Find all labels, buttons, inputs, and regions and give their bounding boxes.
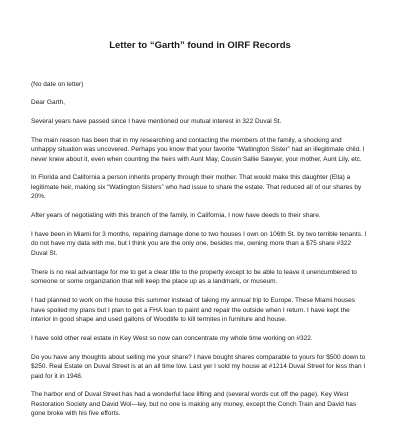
paragraph: The main reason has been that in my researching and contacting the members of the family, a shocking and unhappy situation was uncovered. Perhaps you know that your favorite “Watlington Sister” had an illegitimate child. I never knew about it, even when counting the heirs with Aunt May, Cousin Sallie Sawyer, your mother, Aunt Lily, etc. (31, 136, 365, 163)
letter-body (31, 80, 367, 428)
paragraph: The harbor end of Duval Street has had a wonderful face lifting and (several words cut off the page). Key West Restoration Society and David Wol—ley, but no one is making any money, except the Conch Train and David has gone broke with his five efforts. (31, 391, 357, 418)
paragraph: Several years have passed since I have mentioned our mutual interest in 322 Duval St. (31, 117, 282, 125)
paragraph: I have sold other real estate in Key West so now can concentrate my whole time working on #322. (31, 334, 313, 342)
paragraph: After years of negotiating with this branch of the family, in California, I now have deeds to their share. (31, 212, 321, 220)
salutation: Dear Garth, (31, 98, 65, 106)
document-title: Letter to “Garth” found in OIRF Records (109, 40, 291, 51)
date-note: (No date on letter) (31, 81, 84, 88)
paragraph: I have been in Miami for 3 months, repairing damage done to two houses I own on 106th St. by two terrible tenants. I do not have my data with me, but I think you are the only one, besides me, owning more than a $75 share #322 Duval St. (31, 231, 367, 257)
paragraph: Do you have any thoughts about selling me your share? I have bought shares comparable to yours for $500 down to $250. Real Estate on Duval Street is at an all time low. Last yer I sold my house at #1214 Duval Street for less than I paid for it in 1948. (31, 353, 366, 380)
paragraph: I had planned to work on the house this summer instead of taking my annual trip to Europe. These Miami houses have spoiled my plans but I plan to get a FHA loan to paint and repair the outside when I return. I have kept the interior in good shape and used gallons of Woodlife to kill termites in furniture and house. (31, 297, 355, 323)
paragraph: There is no real advantage for me to get a clear title to the property except to be able to leave it unencumbered to someone or some organization that will keep the place up as a landmark, or museum. (31, 268, 357, 286)
paragraph: In Florida and California a person inherits property through their mother. That would make this daughter (Ella) a legitimate heir, making six “Watlington Sisters” who had issue to share the estate. That reduced all of our shares by 20%. (31, 174, 362, 201)
